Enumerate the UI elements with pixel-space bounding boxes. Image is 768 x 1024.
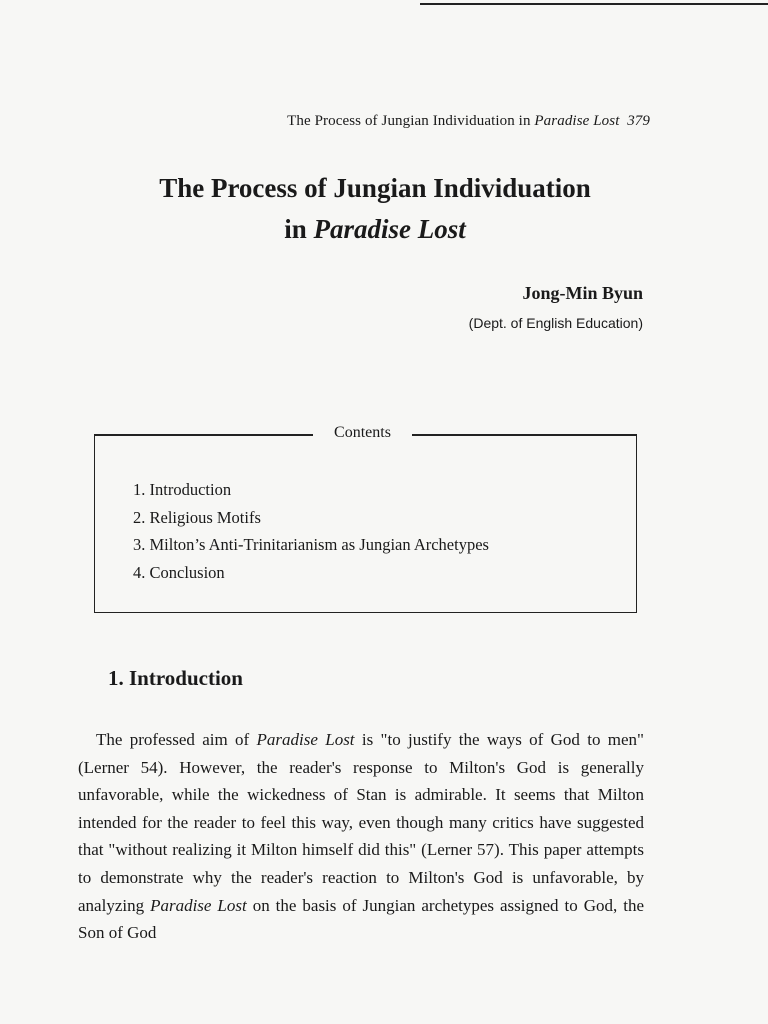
paper-title [60, 168, 690, 250]
page-number: 379 [627, 113, 650, 129]
body-segment-italic: Paradise Lost [150, 895, 247, 915]
title-line-1: The Process of Jungian Individuation [159, 173, 591, 203]
running-header [0, 113, 650, 130]
contents-rule-left [94, 434, 313, 436]
body-segment: is "to justify the ways of God to men" (Lerner 54). However, the reader's response to Milton's God is generally unfavorable, while the wickedness of Stan is admirable. It seems that Milton intended for the reader to feel this way, even though many critics have suggested that "without realizing it Milton himself did this" (Lerner 57). This paper attempts to demonstrate why the reader's reaction to Milton's God is unfavorable, by analyzing [78, 730, 644, 915]
body-segment: The professed aim of [96, 730, 257, 749]
running-header-italic: Paradise Lost [534, 113, 620, 129]
author-name: Jong-Min Byun [522, 283, 643, 303]
section-heading: 1. Introduction [108, 666, 243, 690]
running-header-text: The Process of Jungian Individuation in [287, 113, 531, 129]
top-rule [420, 3, 768, 5]
body-paragraph [78, 726, 644, 947]
toc-item: 1. Introduction [133, 480, 232, 499]
toc-item: 2. Religious Motifs [133, 507, 261, 527]
contents-rule-right [412, 434, 637, 436]
title-line-2-italic: Paradise Lost [313, 214, 466, 244]
toc-item: 4. Conclusion [133, 562, 225, 582]
author-affiliation: (Dept. of English Education) [468, 315, 643, 331]
title-line-2 [60, 209, 690, 250]
title-line-2-prefix: in [284, 214, 307, 244]
contents-label: Contents [334, 424, 391, 441]
body-segment: on the basis of Jungian archetypes assigned to God, the Son of God [78, 895, 644, 943]
body-segment-italic: Paradise Lost [256, 730, 355, 749]
table-of-contents [133, 476, 489, 586]
toc-item: 3. Milton’s Anti-Trinitarianism as Jungian Archetypes [133, 535, 489, 554]
